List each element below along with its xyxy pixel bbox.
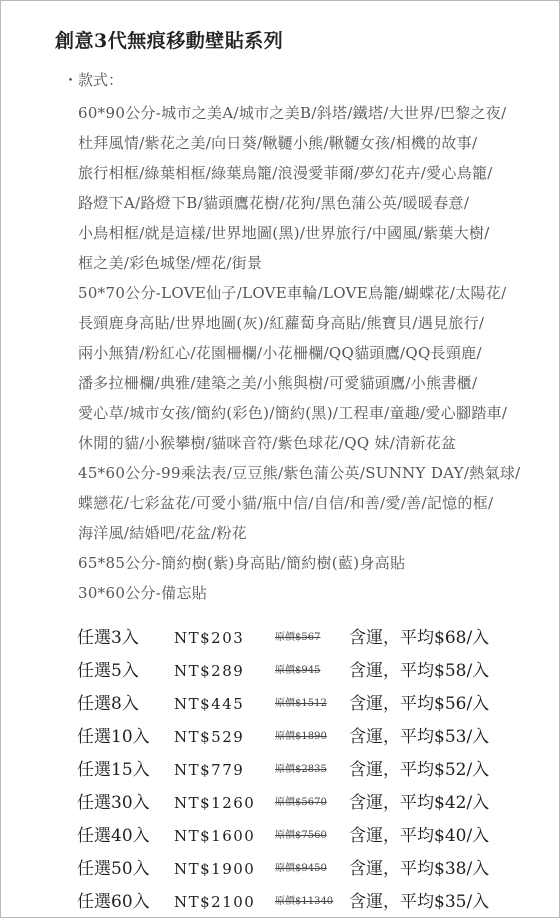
price-row bbox=[77, 656, 557, 689]
style-line: 長頸鹿身高貼/世界地圖(灰)/紅蘿蔔身高貼/熊寶貝/遇見旅行/ bbox=[78, 314, 485, 332]
quantity-label: 任選8入 bbox=[77, 694, 139, 714]
sale-price: NT$529 bbox=[174, 728, 245, 746]
original-price: 原價$11340 bbox=[275, 896, 334, 907]
quantity-label: 任選60入 bbox=[77, 892, 150, 912]
shipping-note: 含運，平均$58/入 bbox=[349, 661, 490, 681]
price-row bbox=[77, 755, 557, 788]
style-line: 50*70公分-LOVE仙子/LOVE車輪/LOVE鳥籠/蝴蝶花/太陽花/ bbox=[78, 284, 507, 302]
sale-price: NT$203 bbox=[174, 629, 245, 647]
style-line: 30*60公分-備忘貼 bbox=[78, 584, 208, 602]
style-line: 海洋風/結婚吧/花盆/粉花 bbox=[78, 524, 248, 542]
price-table bbox=[77, 623, 557, 920]
style-line: 杜拜風情/紫花之美/向日葵/鞦韆小熊/鞦韆女孩/相機的故事/ bbox=[78, 134, 478, 152]
price-row bbox=[77, 887, 557, 920]
style-line: 愛心草/城市女孩/簡約(彩色)/簡約(黑)/工程車/童趣/愛心腳踏車/ bbox=[78, 404, 508, 422]
style-line: 65*85公分-簡約樹(紫)身高貼/簡約樹(藍)身高貼 bbox=[78, 554, 406, 572]
style-line: 蝶戀花/七彩盆花/可愛小貓/瓶中信/自信/和善/愛/善/記憶的框/ bbox=[78, 494, 494, 512]
quantity-label: 任選10入 bbox=[77, 727, 150, 747]
original-price: 原價$1512 bbox=[275, 698, 327, 709]
style-label: ・款式： bbox=[63, 71, 124, 89]
shipping-note: 含運，平均$35/入 bbox=[349, 892, 490, 912]
style-line: 旅行相框/綠葉相框/綠葉鳥籠/浪漫愛菲爾/夢幻花卉/愛心鳥籠/ bbox=[78, 164, 493, 182]
original-price: 原價$9450 bbox=[275, 863, 327, 874]
style-line: 兩小無猜/粉紅心/花園柵欄/小花柵欄/QQ貓頭鷹/QQ長頸鹿/ bbox=[78, 344, 482, 362]
sale-price: NT$289 bbox=[174, 662, 245, 680]
sale-price: NT$445 bbox=[174, 695, 245, 713]
shipping-note: 含運，平均$52/入 bbox=[349, 760, 490, 780]
shipping-note: 含運，平均$38/入 bbox=[349, 859, 490, 879]
style-line: 框之美/彩色城堡/煙花/街景 bbox=[78, 254, 263, 272]
style-line: 潘多拉柵欄/典雅/建築之美/小熊與樹/可愛貓頭鷹/小熊書櫃/ bbox=[78, 374, 478, 392]
original-price: 原價$7560 bbox=[275, 830, 327, 841]
quantity-label: 任選40入 bbox=[77, 826, 150, 846]
shipping-note: 含運，平均$42/入 bbox=[349, 793, 490, 813]
style-line: 休閒的貓/小猴攀樹/貓咪音符/紫色球花/QQ 妹/清新花盆 bbox=[78, 434, 457, 452]
original-price: 原價$1890 bbox=[275, 731, 327, 742]
price-row bbox=[77, 854, 557, 887]
style-list bbox=[78, 98, 556, 608]
shipping-note: 含運，平均$40/入 bbox=[349, 826, 490, 846]
quantity-label: 任選15入 bbox=[77, 760, 150, 780]
quantity-label: 任選5入 bbox=[77, 661, 139, 681]
price-row bbox=[77, 821, 557, 854]
original-price: 原價$5670 bbox=[275, 797, 327, 808]
shipping-note: 含運，平均$53/入 bbox=[349, 727, 490, 747]
quantity-label: 任選3入 bbox=[77, 628, 139, 648]
original-price: 原價$567 bbox=[275, 632, 321, 643]
sale-price: NT$779 bbox=[174, 761, 245, 779]
shipping-note: 含運，平均$68/入 bbox=[349, 628, 490, 648]
quantity-label: 任選30入 bbox=[77, 793, 150, 813]
price-row bbox=[77, 722, 557, 755]
original-price: 原價$945 bbox=[275, 665, 321, 676]
original-price: 原價$2835 bbox=[275, 764, 327, 775]
sale-price: NT$1600 bbox=[174, 827, 256, 845]
style-line: 45*60公分-99乘法表/豆豆熊/紫色蒲公英/SUNNY DAY/熱氣球/ bbox=[78, 464, 521, 482]
style-line: 小鳥相框/就是這樣/世界地圖(黑)/世界旅行/中國風/紫葉大樹/ bbox=[78, 224, 490, 242]
style-line: 60*90公分-城市之美A/城市之美B/斜塔/鐵塔/大世界/巴黎之夜/ bbox=[78, 104, 507, 122]
price-row bbox=[77, 623, 557, 656]
sale-price: NT$1260 bbox=[174, 794, 256, 812]
quantity-label: 任選50入 bbox=[77, 859, 150, 879]
shipping-note: 含運，平均$56/入 bbox=[349, 694, 490, 714]
price-row bbox=[77, 788, 557, 821]
price-row bbox=[77, 689, 557, 722]
sale-price: NT$1900 bbox=[174, 860, 256, 878]
style-line: 路燈下A/路燈下B/貓頭鷹花樹/花狗/黑色蒲公英/暖暖春意/ bbox=[78, 194, 470, 212]
page-title: 創意3代無痕移動壁貼系列 bbox=[55, 30, 284, 52]
sale-price: NT$2100 bbox=[174, 893, 256, 911]
